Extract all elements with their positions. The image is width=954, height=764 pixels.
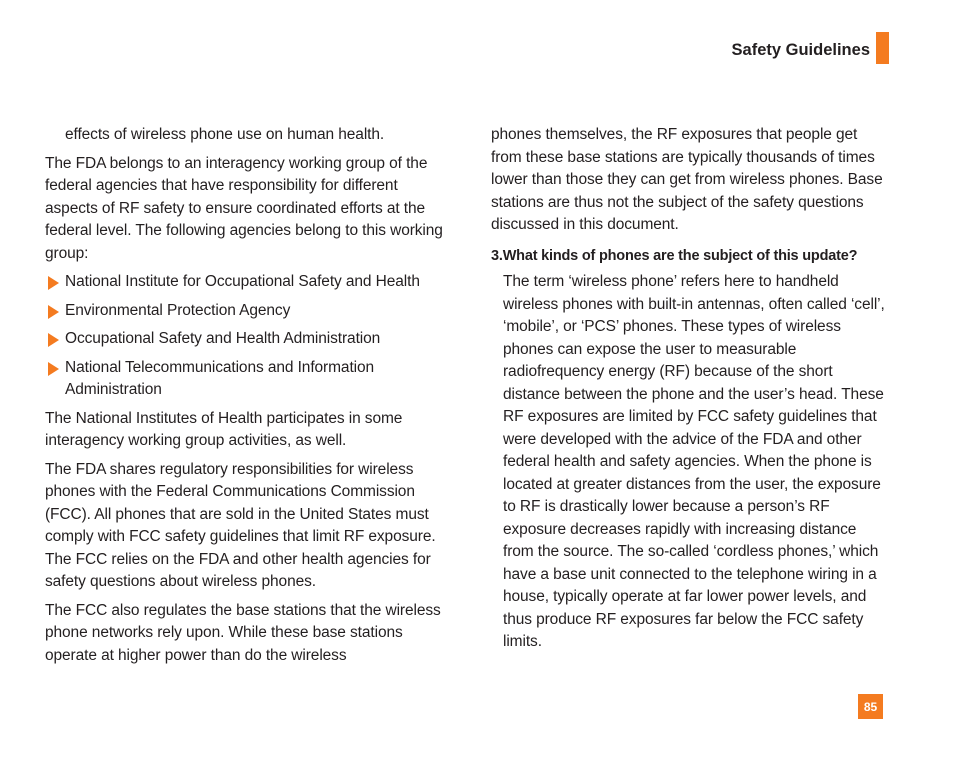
agency-list-item: [45, 300, 445, 323]
page-header-title: Safety Guidelines: [731, 41, 870, 59]
agency-label: National Institute for Occupational Safety and Health: [65, 273, 420, 290]
question-heading: 3.What kinds of phones are the subject of this update?: [491, 247, 858, 264]
answer-paragraph: The term ‘wireless phone’ refers here to handheld wireless phones with built-in antennas, often called ‘cell’, ‘mobile’, or ‘PCS’ phones. These types of wireless phones can expose the user to measurable radiofrequency energy (RF) because of the short distance between the phone and the user’s head. These RF exposures are limited by FCC safety guidelines that were developed with the advice of the FDA and other federal health and safety agencies. When the phone is located at greater distances from the user, the exposure to RF is drastically lower because a person’s RF exposure decreases rapidly with increasing distance from the source. The so-called ‘cordless phones,’ which have a base unit connected to the telephone wiring in a house, typically operate at far lower power levels, and thus produce RF exposures far below the FCC safety limits.: [503, 273, 885, 650]
nih-paragraph: The National Institutes of Health participates in some interagency working group activities, as well.: [45, 409, 403, 449]
base-stations-paragraph: The FCC also regulates the base stations that the wireless phone networks rely upon. While these base stations operate at higher power than do the wireless: [45, 601, 441, 664]
agency-label: Occupational Safety and Health Administration: [65, 330, 381, 347]
bullet-arrow-icon: [48, 333, 59, 347]
right-column: [491, 124, 891, 660]
bullet-arrow-icon: [48, 362, 59, 376]
header-accent-bar: [876, 32, 889, 64]
bullet-arrow-icon: [48, 305, 59, 319]
fda-working-group-paragraph: The FDA belongs to an interagency working group of the federal agencies that have responsibility for different aspects of RF safety to ensure coordinated efforts at the federal level. The following agencies belong to this working group:: [45, 154, 443, 262]
agency-label: Environmental Protection Agency: [65, 301, 291, 319]
bullet-arrow-icon: [48, 276, 59, 290]
agency-list-item: [45, 271, 445, 294]
left-column: [45, 124, 445, 673]
page-number-badge: 85: [858, 694, 883, 719]
intro-continuation: effects of wireless phone use on human health.: [65, 126, 385, 143]
agency-list-item: [45, 328, 445, 351]
agency-label: National Telecommunications and Information Administration: [65, 358, 375, 398]
agency-list-item: [45, 357, 445, 402]
base-stations-continuation: phones themselves, the RF exposures that people get from these base stations are typically thousands of times lower than those they can get from wireless phones. Base stations are thus not the subject of the safety questions discussed in this document.: [491, 126, 883, 233]
fcc-shared-responsibility-paragraph: The FDA shares regulatory responsibilities for wireless phones with the Federal Communications Commission (FCC). All phones that are sold in the United States must comply with FCC safety guidelines that limit RF exposure. The FCC relies on the FDA and other health agencies for safety questions about wireless phones.: [45, 460, 436, 590]
